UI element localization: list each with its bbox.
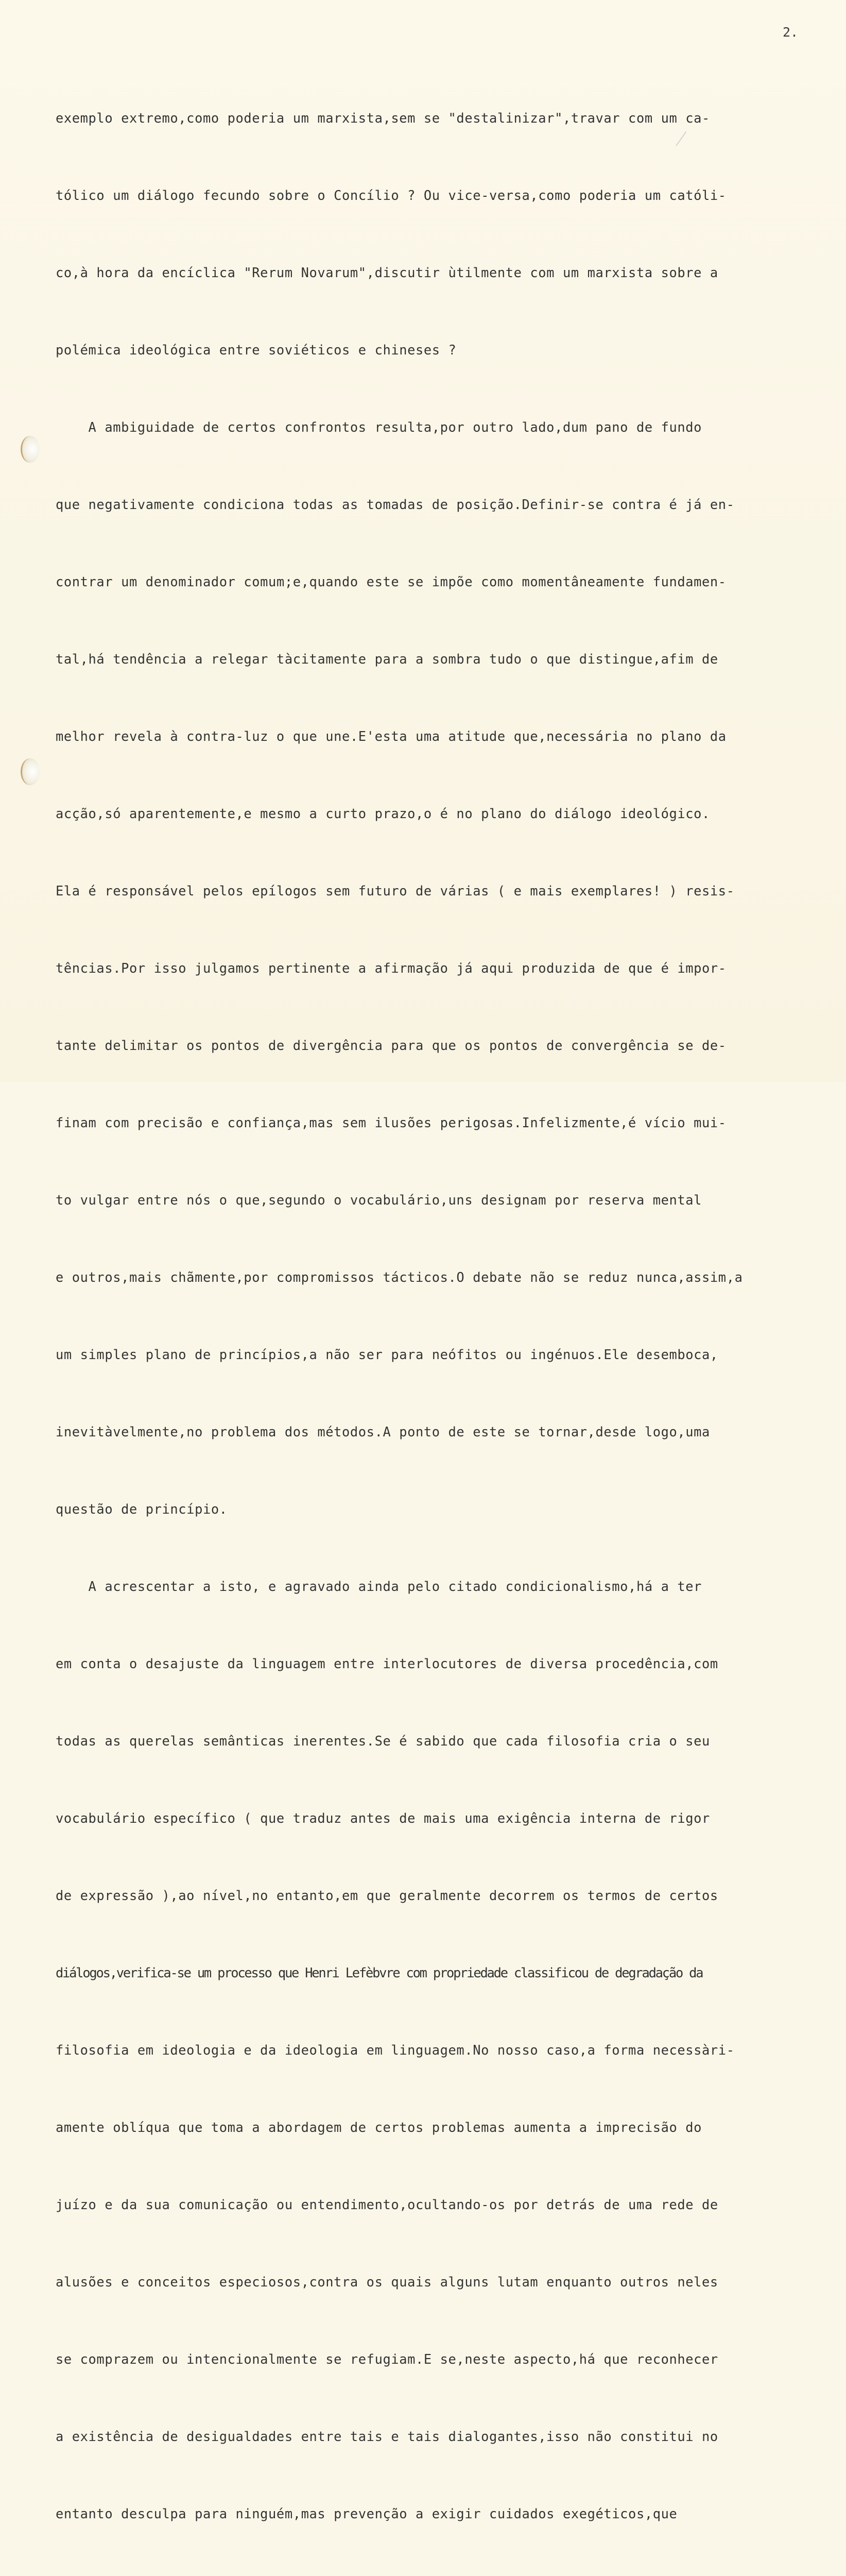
text-line: tências.Por isso julgamos pertinente a afirmação já aqui produzida de que é impor- — [56, 960, 727, 976]
text-line: inevitàvelmente,no problema dos métodos.A ponto de este se tornar,desde logo,uma — [56, 1424, 710, 1439]
text-line: um simples plano de princípios,a não ser para neófitos ou ingénuos.Ele desemboca, — [56, 1347, 718, 1362]
document-body — [56, 54, 823, 2576]
text-line: A ambiguidade de certos confrontos resulta,por outro lado,dum pano de fundo — [56, 419, 702, 435]
punch-hole-bottom — [21, 758, 40, 785]
text-line: Ela é responsável pelos epílogos sem futuro de várias ( e mais exemplares! ) resis- — [56, 883, 735, 899]
text-line: polémica ideológica entre soviéticos e chineses ? — [56, 342, 457, 358]
text-line: to vulgar entre nós o que,segundo o vocabulário,uns designam por reserva mental — [56, 1192, 702, 1208]
text-line: e outros,mais chãmente,por compromissos tácticos.O debate não se reduz nunca,assim,a — [56, 1269, 743, 1285]
text-line: tal,há tendência a relegar tàcitamente para a sombra tudo o que distingue,afim de — [56, 651, 718, 667]
text-line: contrar um denominador comum;e,quando este se impõe como momentâneamente fundamen- — [56, 574, 727, 589]
text-line: se comprazem ou intencionalmente se refugiam.E se,neste aspecto,há que reconhecer — [56, 2351, 718, 2367]
text-line: filosofia em ideologia e da ideologia em linguagem.No nosso caso,a forma necessàri- — [56, 2042, 735, 2058]
text-line: co,à hora da encíclica "Rerum Novarum",discutir ùtilmente com um marxista sobre a — [56, 265, 718, 280]
text-line: a existência de desigualdades entre tais e tais dialogantes,isso não constitui no — [56, 2429, 718, 2444]
text-line: finam com precisão e confiança,mas sem ilusões perigosas.Infelizmente,é vício mui- — [56, 1115, 727, 1130]
punch-hole-top — [21, 436, 40, 463]
page-number: 2. — [783, 25, 799, 40]
text-line: de expressão ),ao nível,no entanto,em que geralmente decorrem os termos de certos — [56, 1888, 718, 1903]
text-line: juízo e da sua comunicação ou entendimento,ocultando-os por detrás de uma rede de — [56, 2197, 718, 2212]
text-line: todas as querelas semânticas inerentes.Se é sabido que cada filosofia cria o seu — [56, 1733, 710, 1749]
text-line: questão de princípio. — [56, 1501, 228, 1517]
text-line: melhor revela à contra-luz o que une.E'esta uma atitude que,necessária no plano da — [56, 728, 727, 744]
text-line: entanto desculpa para ninguém,mas prevenção a exigir cuidados exegéticos,que — [56, 2506, 678, 2521]
text-line: tólico um diálogo fecundo sobre o Concílio ? Ou vice-versa,como poderia um católi- — [56, 188, 727, 203]
text-line: amente oblíqua que toma a abordagem de certos problemas aumenta a imprecisão do — [56, 2120, 702, 2135]
text-line: que negativamente condiciona todas as tomadas de posição.Definir-se contra é já en- — [56, 497, 735, 512]
text-line: diálogos,verifica-se um processo que Henri Lefèbvre com propriedade classificou de degradação da — [56, 1965, 703, 1980]
text-line: em conta o desajuste da linguagem entre interlocutores de diversa procedência,com — [56, 1656, 718, 1671]
text-line: alusões e conceitos especiosos,contra os quais alguns lutam enquanto outros neles — [56, 2274, 718, 2290]
text-line: A acrescentar a isto, e agravado ainda pelo citado condicionalismo,há a ter — [56, 1579, 702, 1594]
text-line: acção,só aparentemente,e mesmo a curto prazo,o é no plano do diálogo ideológico. — [56, 806, 710, 821]
text-line: exemplo extremo,como poderia um marxista,sem se "destalinizar",travar com um ca- — [56, 110, 710, 126]
text-line: vocabulário específico ( que traduz antes de mais uma exigência interna de rigor — [56, 1810, 710, 1826]
text-line: tante delimitar os pontos de divergência para que os pontos de convergência se de- — [56, 1038, 727, 1053]
